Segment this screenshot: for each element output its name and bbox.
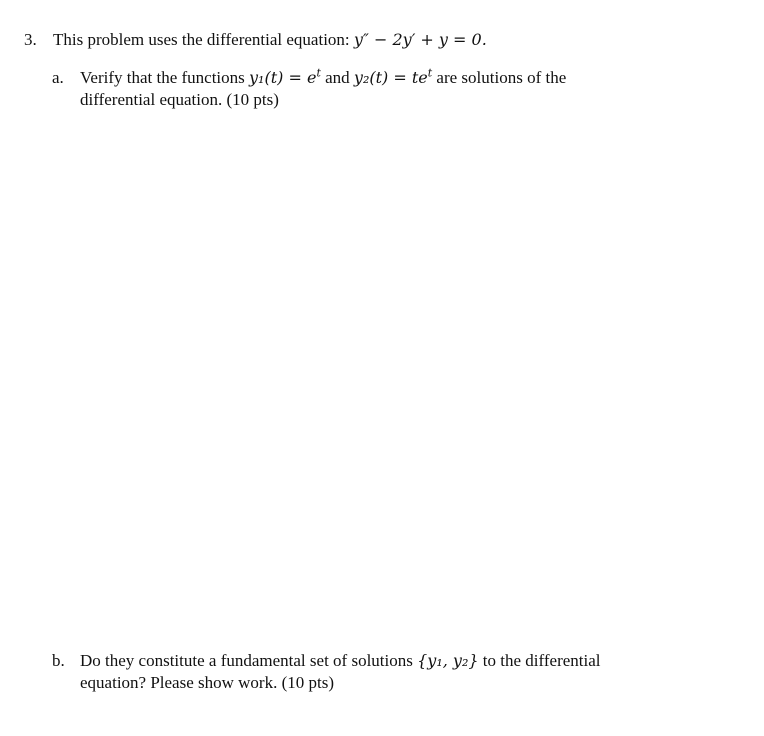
part-b-text-2: to the differential (482, 651, 601, 670)
part-a-line-2: differential equation. (10 pts) (80, 90, 279, 109)
part-a-text-2: are solutions of the (436, 68, 567, 87)
part-a-and: and (325, 68, 350, 87)
part-b-text (80, 650, 700, 694)
y2-definition: $y_2(t) = te^t$ (353, 66, 433, 87)
part-b-text-1: Do they constitute a fundamental set of solutions (80, 651, 413, 670)
part-b-label: b. (52, 651, 65, 670)
part-a-text (80, 67, 700, 111)
part-a-label: a. (52, 68, 64, 87)
differential-equation: y″ − 2y′ + y = 0. (353, 30, 487, 49)
part-b-line-2: equation? Please show work. (10 pts) (80, 673, 335, 692)
problem-stem (53, 29, 487, 51)
y1-definition: $y_1(t) = e^t$ (249, 66, 321, 87)
problem-stem-text: This problem uses the differential equation: (53, 30, 350, 49)
part-a-text-1: Verify that the functions (80, 68, 245, 87)
problem-number: 3. (24, 30, 37, 49)
solution-set: {y₁, y₂} (417, 651, 479, 670)
